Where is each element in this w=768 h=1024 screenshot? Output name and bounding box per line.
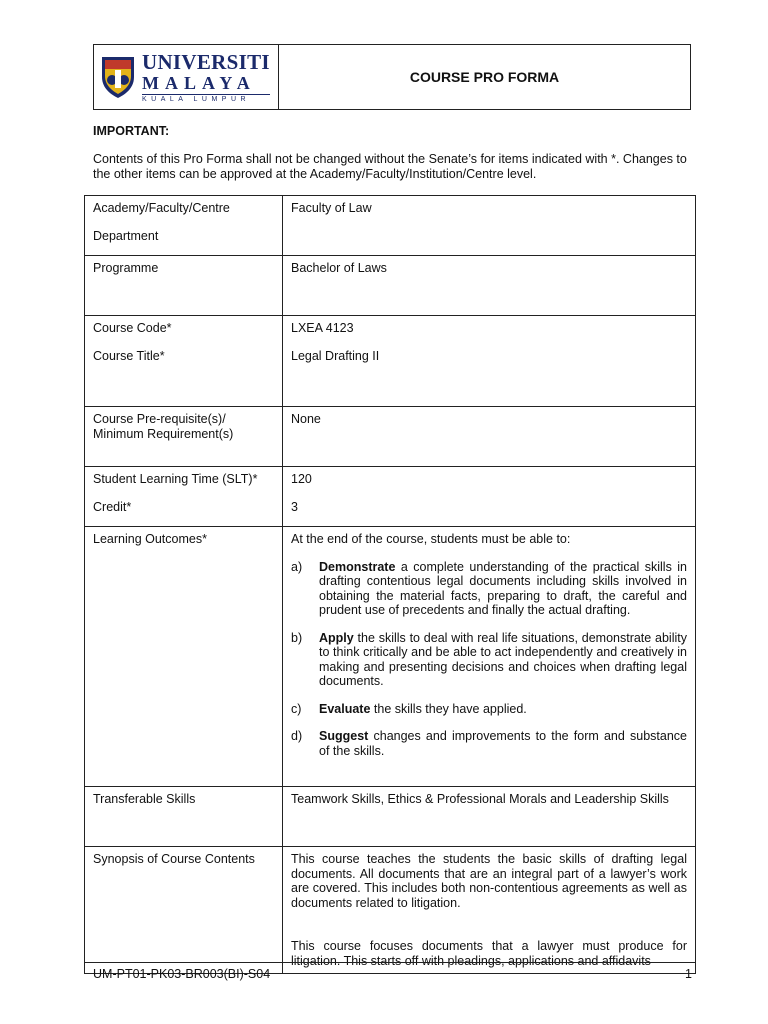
list-item [291, 631, 687, 689]
outcome-verb: Suggest [319, 729, 369, 743]
course-code-value: LXEA 4123 [291, 321, 354, 335]
prereq-label: Course Pre-requisite(s)/ Minimum Requirement(s) [85, 407, 283, 467]
logo-text-universiti: UNIVERSITI [142, 49, 270, 74]
footer-document-code: UM-PT01-PK03-BR003(BI)-S04 [93, 967, 271, 981]
synopsis-cell [283, 847, 696, 974]
transferable-label: Transferable Skills [85, 787, 283, 847]
important-heading: IMPORTANT: [93, 124, 170, 138]
outcome-verb: Demonstrate [319, 559, 396, 574]
slt-label: Student Learning Time (SLT)* [93, 472, 258, 486]
table-row [85, 467, 696, 527]
department-label: Department [93, 228, 159, 243]
faculty-label: Academy/Faculty/Centre [93, 201, 230, 215]
programme-label: Programme [85, 256, 283, 316]
faculty-value: Faculty of Law [291, 201, 372, 215]
slt-label-cell [85, 467, 283, 527]
table-row [85, 407, 696, 467]
table-row [85, 256, 696, 316]
table-row [85, 196, 696, 256]
university-logo [94, 45, 279, 109]
slt-value: 120 [291, 472, 312, 486]
table-row [85, 847, 696, 974]
outcome-letter: d) [291, 729, 303, 743]
course-label-cell [85, 316, 283, 407]
table-row [85, 316, 696, 407]
programme-value: Bachelor of Laws [283, 256, 696, 316]
synopsis-paragraph-2: This course focuses documents that a lawyer must produce for litigation. This starts off with pleadings, applications and affidavits [291, 939, 687, 968]
course-code-label: Course Code* [93, 321, 172, 335]
credit-label: Credit* [93, 499, 132, 514]
list-item [291, 702, 687, 717]
logo-text-malaya: MALAYA [142, 72, 256, 93]
table-row [85, 787, 696, 847]
logo-text-kuala-lumpur: KUALA LUMPUR [142, 94, 270, 103]
outcomes-label: Learning Outcomes* [85, 527, 283, 787]
faculty-value-cell [283, 196, 696, 256]
outcomes-intro: At the end of the course, students must be able to: [291, 532, 571, 546]
course-value-cell [283, 316, 696, 407]
crest-icon [100, 55, 136, 99]
list-item [291, 729, 687, 758]
footer-divider [84, 962, 696, 963]
outcome-text: the skills they have applied. [370, 701, 527, 716]
transferable-value: Teamwork Skills, Ethics & Professional Morals and Leadership Skills [283, 787, 696, 847]
faculty-label-cell [85, 196, 283, 256]
outcome-verb: Evaluate [319, 701, 371, 716]
outcome-text: a complete understanding of the practical skills in drafting contentious legal documents including skills involved in obtaining the material facts, preparing to draft, the careful and prudent use of precedents and finally the actual drafting. [319, 559, 687, 617]
credit-value: 3 [291, 499, 298, 514]
outcome-letter: a) [291, 559, 303, 574]
outcome-letter: c) [291, 701, 302, 716]
intro-paragraph: Contents of this Pro Forma shall not be changed without the Senate’s for items indicated with *. Changes to the other items can be approved at the Academy/Faculty/Institution/Centre level. [93, 152, 687, 181]
course-title-label: Course Title* [93, 348, 165, 363]
synopsis-label: Synopsis of Course Contents [85, 847, 283, 974]
page-title: COURSE PRO FORMA [409, 69, 560, 85]
outcomes-cell [283, 527, 696, 787]
prereq-value: None [283, 407, 696, 467]
page-number: 1 [685, 967, 692, 981]
list-item [291, 560, 687, 618]
outcome-text: the skills to deal with real life situations, demonstrate ability to think critically and be able to act independently and creatively in making and presenting decisions and choices when drafting legal documents. [319, 630, 687, 688]
slt-value-cell [283, 467, 696, 527]
course-title-value: Legal Drafting II [291, 348, 380, 363]
header-box [93, 44, 691, 110]
course-table [84, 195, 696, 974]
outcome-letter: b) [291, 630, 303, 645]
synopsis-paragraph-1: This course teaches the students the basic skills of drafting legal documents. All documents that are an integral part of a lawyer’s work are covered. This includes both non-contentious agreements as well as documents related to litigation. [291, 852, 687, 910]
outcome-text: changes and improvements to the form and substance of the skills. [319, 729, 687, 758]
outcome-verb: Apply [319, 630, 354, 645]
table-row [85, 527, 696, 787]
